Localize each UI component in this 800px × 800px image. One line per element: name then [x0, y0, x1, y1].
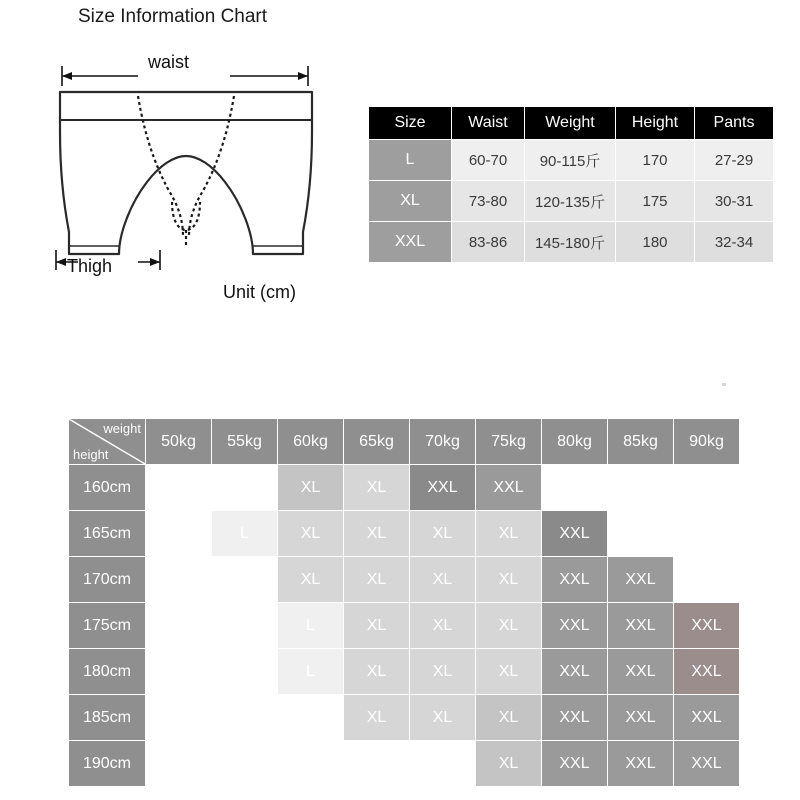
- matrix-cell: XL: [410, 603, 476, 649]
- matrix-cell: XL: [410, 695, 476, 741]
- matrix-cell: XXL: [542, 557, 608, 603]
- matrix-row: [69, 511, 740, 557]
- matrix-cell: [674, 557, 740, 603]
- matrix-corner-cell: [69, 419, 146, 465]
- cell-waist: 60-70: [452, 140, 525, 181]
- matrix-cell: [542, 465, 608, 511]
- waist-label: waist: [148, 52, 190, 72]
- matrix-row: [69, 603, 740, 649]
- matrix-cell: XL: [344, 603, 410, 649]
- matrix-cell: XXL: [674, 649, 740, 695]
- matrix-cell: XL: [278, 511, 344, 557]
- height-row-header: 180cm: [69, 649, 146, 695]
- weight-column-header: 80kg: [542, 419, 608, 465]
- matrix-cell: L: [146, 465, 212, 511]
- table-row: [369, 140, 774, 181]
- matrix-row: [69, 695, 740, 741]
- matrix-cell: L: [212, 511, 278, 557]
- matrix-cell: [146, 695, 212, 741]
- matrix-cell: XL: [476, 603, 542, 649]
- cell-weight: 120-135斤: [525, 181, 616, 222]
- matrix-cell: XXL: [542, 603, 608, 649]
- height-row-header: 170cm: [69, 557, 146, 603]
- height-row-header: 190cm: [69, 741, 146, 787]
- matrix-cell: XXL: [542, 511, 608, 557]
- matrix-cell: XXL: [608, 603, 674, 649]
- matrix-cell: XXL: [476, 465, 542, 511]
- matrix-cell: XXL: [608, 695, 674, 741]
- matrix-cell: XXL: [674, 741, 740, 787]
- matrix-cell: XXL: [608, 741, 674, 787]
- matrix-cell: L: [278, 603, 344, 649]
- unit-label: Unit (cm): [223, 282, 296, 302]
- matrix-cell: [146, 557, 212, 603]
- matrix-cell: XL: [278, 465, 344, 511]
- matrix-cell: [146, 603, 212, 649]
- matrix-body: [69, 465, 740, 787]
- matrix-cell: L: [278, 649, 344, 695]
- matrix-cell: XXL: [542, 695, 608, 741]
- matrix-cell: [674, 465, 740, 511]
- header-waist: Waist: [452, 107, 525, 140]
- cell-height: 175: [616, 181, 695, 222]
- garment-diagram: [20, 34, 350, 314]
- matrix-cell: XL: [344, 465, 410, 511]
- matrix-cell: XXL: [608, 649, 674, 695]
- header-weight: Weight: [525, 107, 616, 140]
- thigh-label: Thigh: [67, 256, 113, 276]
- matrix-cell: [212, 741, 278, 787]
- image-artifact: [722, 383, 726, 386]
- cell-pants: 32-34: [695, 222, 774, 263]
- height-row-header: 165cm: [69, 511, 146, 557]
- weight-column-header: 55kg: [212, 419, 278, 465]
- cell-pants: 27-29: [695, 140, 774, 181]
- weight-column-header: 60kg: [278, 419, 344, 465]
- size-table-body: [369, 140, 774, 263]
- header-size: Size: [369, 107, 452, 140]
- header-pants: Pants: [695, 107, 774, 140]
- table-row: [369, 181, 774, 222]
- cell-weight: 145-180斤: [525, 222, 616, 263]
- matrix-cell: XL: [476, 695, 542, 741]
- matrix-cell: XL: [344, 695, 410, 741]
- cell-pants: 30-31: [695, 181, 774, 222]
- matrix-cell: XL: [410, 649, 476, 695]
- cell-waist: 73-80: [452, 181, 525, 222]
- table-header-row: [369, 107, 774, 140]
- cell-size: XXL: [369, 222, 452, 263]
- weight-column-header: 70kg: [410, 419, 476, 465]
- cell-size: XL: [369, 181, 452, 222]
- matrix-cell: XXL: [542, 649, 608, 695]
- matrix-cell: XL: [344, 557, 410, 603]
- matrix-cell: XL: [344, 649, 410, 695]
- matrix-cell: XL: [410, 557, 476, 603]
- height-row-header: 185cm: [69, 695, 146, 741]
- weight-column-header: 75kg: [476, 419, 542, 465]
- matrix-cell: [146, 741, 212, 787]
- matrix-cell: XXL: [410, 465, 476, 511]
- matrix-cell: XL: [476, 557, 542, 603]
- matrix-cell: XL: [410, 511, 476, 557]
- header-height: Height: [616, 107, 695, 140]
- cell-weight: 90-115斤: [525, 140, 616, 181]
- matrix-cell: [278, 741, 344, 787]
- height-weight-size-matrix: [68, 418, 740, 787]
- cell-height: 180: [616, 222, 695, 263]
- size-table-header: [369, 107, 774, 140]
- matrix-cell: [278, 695, 344, 741]
- matrix-cell: [146, 649, 212, 695]
- matrix-row: [69, 649, 740, 695]
- matrix-cell: [608, 465, 674, 511]
- matrix-cell: [410, 741, 476, 787]
- matrix-cell: XL: [344, 511, 410, 557]
- page-title: Size Information Chart: [78, 6, 268, 27]
- matrix-cell: XXL: [674, 695, 740, 741]
- matrix-cell: [146, 511, 212, 557]
- weight-column-header: 50kg: [146, 419, 212, 465]
- matrix-cell: XL: [476, 741, 542, 787]
- cell-height: 170: [616, 140, 695, 181]
- cell-waist: 83-86: [452, 222, 525, 263]
- cell-size: L: [369, 140, 452, 181]
- matrix-cell: [608, 511, 674, 557]
- matrix-cell: XXL: [542, 741, 608, 787]
- table-row: [369, 222, 774, 263]
- weight-column-header: 65kg: [344, 419, 410, 465]
- corner-height-label: height: [73, 447, 109, 462]
- matrix-cell: L: [212, 557, 278, 603]
- matrix-row: [69, 557, 740, 603]
- matrix-cell: L: [212, 465, 278, 511]
- matrix-row: [69, 741, 740, 787]
- height-row-header: 175cm: [69, 603, 146, 649]
- matrix-cell: XL: [476, 511, 542, 557]
- matrix-header: [69, 419, 740, 465]
- matrix-cell: XXL: [674, 603, 740, 649]
- matrix-row: [69, 465, 740, 511]
- matrix-cell: [212, 603, 278, 649]
- matrix-cell: XXL: [608, 557, 674, 603]
- matrix-cell: [212, 649, 278, 695]
- matrix-cell: [674, 511, 740, 557]
- matrix-cell: [212, 695, 278, 741]
- height-row-header: 160cm: [69, 465, 146, 511]
- matrix-cell: XL: [278, 557, 344, 603]
- corner-weight-label: weight: [103, 421, 141, 436]
- weight-column-header: 90kg: [674, 419, 740, 465]
- weight-column-header: 85kg: [608, 419, 674, 465]
- matrix-header-row: [69, 419, 740, 465]
- matrix-cell: [344, 741, 410, 787]
- size-specification-table: [368, 106, 774, 263]
- matrix-cell: XL: [476, 649, 542, 695]
